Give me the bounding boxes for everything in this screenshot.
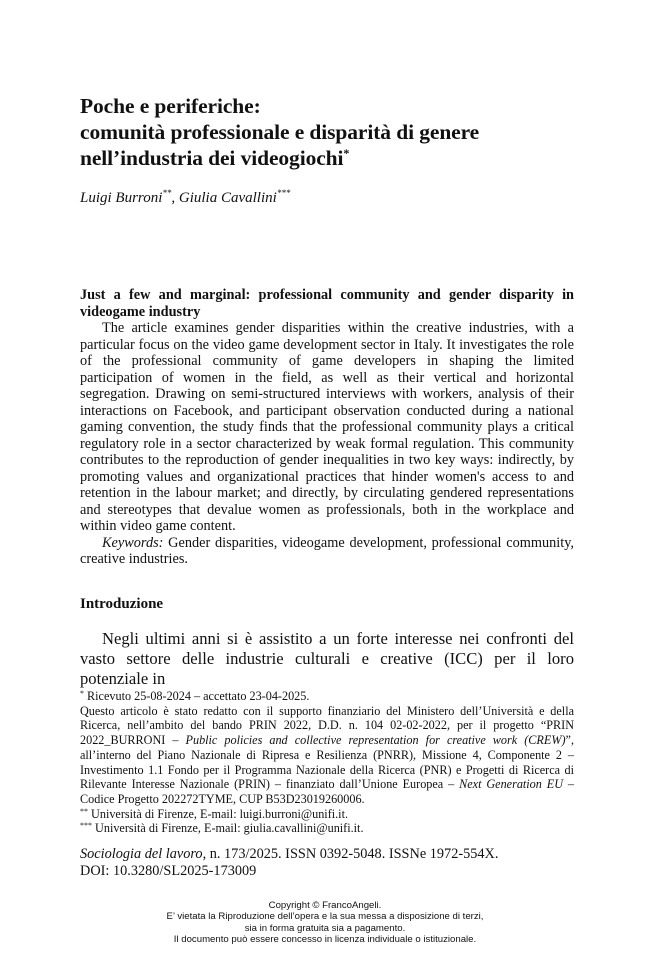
journal-line: [80, 846, 498, 863]
footnote-mark: **: [80, 806, 88, 816]
footnote-1-received: [80, 689, 574, 704]
title-line-3-text: nell’industria dei videogiochi: [80, 146, 344, 170]
title-footnote-mark: *: [343, 146, 350, 160]
keywords-label: Keywords:: [102, 534, 164, 551]
author-list: [80, 187, 290, 209]
abstract-body: [80, 320, 574, 568]
title-line-2: comunità professionale e disparità di genere: [80, 120, 480, 144]
intro-paragraph: [80, 629, 574, 689]
doi-line: DOI: 10.3280/SL2025-173009: [80, 863, 257, 879]
journal-reference: [80, 846, 498, 880]
author-name: Giulia Cavallini: [178, 190, 277, 206]
keywords-paragraph: [80, 535, 574, 568]
journal-name: Sociologia del lavoro: [80, 846, 203, 862]
author-footnote-mark: **: [162, 188, 172, 198]
footnote-3: [80, 821, 574, 836]
copyright-notice: [0, 900, 650, 946]
author-separator: ,: [171, 190, 179, 206]
footnote-1-funding: [80, 704, 574, 807]
title-line-3: [80, 145, 580, 171]
author-footnote-mark: ***: [276, 188, 291, 198]
footnote-2-text: Università di Firenze, E-mail: luigi.burroni@unifi.it.: [88, 806, 349, 821]
footnote-2: [80, 807, 574, 822]
section-heading: Introduzione: [80, 596, 164, 612]
footnote-3-text: Università di Firenze, E-mail: giulia.cavallini@unifi.it.: [92, 821, 364, 836]
abstract-title: Just a few and marginal: professional community and gender disparity in videogame industry: [80, 287, 574, 320]
copyright-line: E’ vietata la Riproduzione dell’opera e la sua messa a disposizione di terzi,: [166, 911, 484, 923]
copyright-line: Il documento può essere concesso in licenza individuale o istituzionale.: [173, 934, 477, 946]
received-text: Ricevuto 25-08-2024 – accettato 23-04-2025.: [84, 689, 310, 703]
funding-text: Questo articolo è stato redatto con il supporto finanziario del Ministero dell’Università e della Ricerca, nell’ambito del bando PRIN 2022, D.D. n. 104 02-02-2022, per il progetto “PRIN 2022_BURRONI –: [80, 703, 574, 748]
funding-project-title: Public policies and collective representation for creative work (CREW): [185, 733, 566, 748]
footnote-mark: *: [80, 689, 84, 698]
funding-text: ”, all’interno del Piano Nazionale di Ripresa e Resilienza (PNRR), Missione 4, Componente 2 – Investimento 1.1 Fondo per il Programma Nazionale della Ricerca (PNR) e Progetti di Ricerca di Rilevante Interesse Nazionale (PRIN) – finanziato dall’Unione Europea –: [80, 733, 574, 792]
article-title: [80, 93, 580, 171]
funding-program-name: Next Generation EU: [459, 777, 564, 792]
author-name: Luigi Burroni: [80, 190, 163, 206]
funding-text: – Codice Progetto 202272TYME, CUP B53D23019260006.: [80, 777, 575, 806]
title-line-1: Poche e periferiche:: [80, 94, 261, 118]
abstract-text: The article examines gender disparities within the creative industries, with a particular focus on the video game development sector in Italy. It investigates the role of the professional community of game developers in shaping the limited participation of women in the field, as well as their vertical and horizontal segregation. Drawing on semi-structured interviews with workers, analysis of their interactions on Facebook, and participant observation conducted during a national gaming convention, the study finds that the professional community plays a critical regulatory role in a sector characterized by weak formal regulation. This community contributes to the reproduction of gender inequalities in two key ways: indirectly, by promoting values and organizational practices that hinder women's access to and retention in the labour market; and directly, by circulating gendered representations and stereotypes that devalue women as professionals, both in the workplace and within video game content.: [80, 320, 574, 534]
keywords-text: Gender disparities, videogame development, professional community, creative industries.: [80, 534, 574, 567]
footnote-mark: ***: [80, 821, 92, 831]
journal-details: , n. 173/2025. ISSN 0392-5048. ISSNe 1972-554X.: [202, 846, 499, 862]
intro-text: Negli ultimi anni si è assistito a un forte interesse nei confronti del vasto settore delle industrie culturali e creative (ICC) per il loro potenziale in: [80, 629, 574, 688]
copyright-line: Copyright © FrancoAngeli.: [268, 900, 382, 911]
footnotes: [80, 689, 574, 836]
copyright-line: sia in forma gratuita sia a pagamento.: [244, 922, 406, 934]
